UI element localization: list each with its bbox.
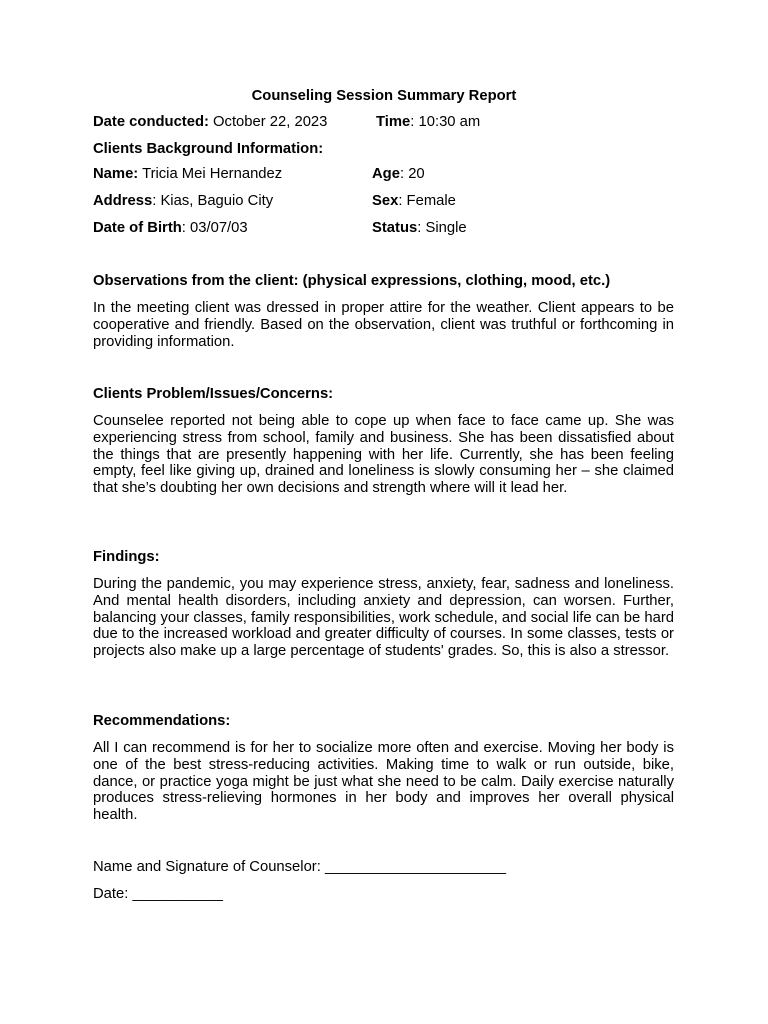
findings-heading: Findings: [93, 549, 160, 565]
time-value: : 10:30 am [410, 114, 481, 130]
recommendations-text: All I can recommend is for her to socialize more often and exercise. Moving her body is one of the best stress-reducing activities. Making time to walk or run outside, bike, dance, or practice yoga might be just what she need to be calm. Daily exercise naturally produces stress-relieving hormones in her body and improves her overall physical health. [93, 740, 674, 824]
recommendations-heading: Recommendations: [93, 713, 231, 729]
report-title: Counseling Session Summary Report [251, 88, 517, 104]
counselor-signature-line: Name and Signature of Counselor: ______________________ [93, 859, 506, 875]
time-label: Time [376, 114, 411, 130]
address-value: : Kias, Baguio City [152, 193, 274, 209]
date-conducted-value: October 22, 2023 [208, 114, 328, 130]
client-dob [93, 220, 248, 237]
age-label: Age [372, 166, 400, 182]
problems-text: Counselee reported not being able to cope up when face to face came up. She was experiencing stress from school, family and business. She has been dissatisfied about the things that are presently happening with her life. Currently, she has been feeling empty, feel like giving up, drained and loneliness is slowly consuming her – she claimed that she’s doubting her own decisions and strength where will it lead her. [93, 413, 674, 497]
date-signature-line: Date: ___________ [93, 886, 224, 902]
client-name [93, 166, 282, 183]
background-heading: Clients Background Information: [93, 141, 324, 157]
observations-heading: Observations from the client: (physical expressions, clothing, mood, etc.) [93, 273, 611, 289]
date-conducted [93, 114, 327, 131]
age-value: : 20 [399, 166, 425, 182]
sex-label: Sex [372, 193, 399, 209]
client-sex [372, 193, 456, 210]
findings-text: During the pandemic, you may experience stress, anxiety, fear, sadness and loneliness. And mental health disorders, including anxiety and depression, can worsen. Further, balancing your classes, family responsibilities, work schedule, and social life can be hard due to the increased workload and greater difficulty of courses. In some classes, tests or projects also make up a large percentage of students' grades. So, this is also a stressor. [93, 576, 674, 660]
dob-value: : 03/07/03 [181, 220, 248, 236]
name-value: Tricia Mei Hernandez [138, 166, 283, 182]
dob-label: Date of Birth [93, 220, 182, 236]
client-status [372, 220, 467, 237]
sex-value: : Female [398, 193, 456, 209]
status-label: Status [372, 220, 418, 236]
observations-text: In the meeting client was dressed in proper attire for the weather. Client appears to be cooperative and friendly. Based on the observation, client was truthful or forthcoming in providing information. [93, 300, 674, 350]
client-age [372, 166, 425, 183]
client-address [93, 193, 273, 210]
status-value: : Single [417, 220, 467, 236]
name-label: Name: [93, 166, 139, 182]
address-label: Address [93, 193, 153, 209]
session-time [376, 114, 480, 131]
date-conducted-label: Date conducted: [93, 114, 209, 130]
problems-heading: Clients Problem/Issues/Concerns: [93, 386, 334, 402]
